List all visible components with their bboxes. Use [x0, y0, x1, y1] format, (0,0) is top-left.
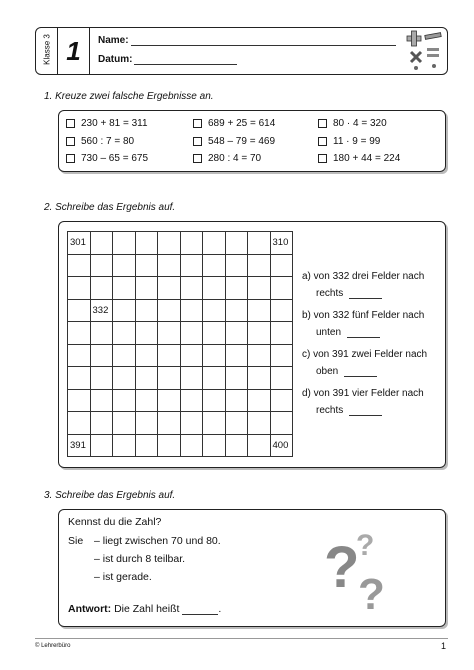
grid-cell[interactable] — [91, 232, 114, 255]
equation-item — [318, 136, 380, 147]
question-direction — [316, 288, 382, 299]
equation-checkbox[interactable] — [318, 154, 327, 163]
grid-cell[interactable] — [158, 277, 181, 300]
grid-cell[interactable] — [203, 412, 226, 435]
klasse-label: Klasse 3 — [42, 34, 52, 65]
grid-cell[interactable] — [226, 255, 249, 278]
grid-cell[interactable] — [68, 277, 91, 300]
task1-title: 1. Kreuze zwei falsche Ergebnisse an. — [44, 91, 214, 102]
answer-blank[interactable] — [182, 604, 218, 615]
grid-cell[interactable] — [91, 322, 114, 345]
grid-cell[interactable] — [113, 435, 136, 458]
grid-cell[interactable] — [226, 435, 249, 458]
equation-checkbox[interactable] — [66, 137, 75, 146]
grid-cell[interactable] — [158, 435, 181, 458]
grid-cell[interactable] — [136, 232, 159, 255]
grid-cell[interactable] — [113, 255, 136, 278]
grid-cell[interactable] — [68, 300, 91, 323]
grid-cell[interactable]: 391 — [68, 435, 91, 458]
grid-cell[interactable] — [226, 322, 249, 345]
grid-cell[interactable] — [226, 367, 249, 390]
grid-cell[interactable] — [226, 345, 249, 368]
question-marks-illustration — [322, 525, 394, 617]
copyright: © Lehrerbüro — [35, 643, 71, 649]
datum-field[interactable] — [134, 64, 237, 65]
svg-text:?: ? — [324, 535, 360, 600]
grid-cell[interactable] — [91, 345, 114, 368]
grid-cell[interactable] — [181, 390, 204, 413]
grid-cell[interactable] — [113, 232, 136, 255]
equation-text: 80 · 4 = 320 — [333, 118, 387, 129]
grid-cell[interactable] — [203, 232, 226, 255]
grid-cell[interactable] — [271, 300, 294, 323]
name-label: Name: — [98, 35, 129, 46]
grid-cell[interactable] — [248, 345, 271, 368]
grid-cell[interactable] — [248, 277, 271, 300]
grid-cell[interactable] — [203, 390, 226, 413]
page-number: 1 — [441, 641, 447, 651]
grid-cell[interactable] — [226, 390, 249, 413]
grid-cell[interactable] — [113, 322, 136, 345]
grid-cell[interactable] — [113, 345, 136, 368]
equation-checkbox[interactable] — [193, 154, 202, 163]
equation-text: 548 – 79 = 469 — [208, 136, 276, 147]
equation-checkbox[interactable] — [193, 119, 202, 128]
grid-cell[interactable] — [136, 277, 159, 300]
grid-cell[interactable] — [203, 255, 226, 278]
question-line: a) von 332 drei Felder nach — [302, 271, 425, 282]
direction-label: rechts — [316, 405, 344, 416]
grid-cell[interactable] — [113, 367, 136, 390]
equation-item — [193, 118, 275, 129]
answer-label: Antwort: — [68, 603, 112, 615]
direction-label: unten — [316, 327, 342, 338]
question-line: b) von 332 fünf Felder nach — [302, 310, 425, 321]
question-line: c) von 391 zwei Felder nach — [302, 349, 428, 360]
task3-title: 3. Schreibe das Ergebnis auf. — [44, 490, 176, 501]
grid-cell[interactable] — [68, 322, 91, 345]
grid-cell[interactable] — [248, 412, 271, 435]
equation-item — [66, 118, 148, 129]
grid-cell[interactable] — [91, 367, 114, 390]
grid-cell[interactable] — [113, 300, 136, 323]
grid-cell[interactable] — [248, 232, 271, 255]
grid-cell[interactable] — [226, 300, 249, 323]
grid-cell[interactable] — [248, 255, 271, 278]
grid-cell[interactable] — [136, 345, 159, 368]
grid-cell[interactable]: 310 — [271, 232, 294, 255]
grid-cell[interactable] — [91, 277, 114, 300]
direction-label: rechts — [316, 288, 344, 299]
grid-cell[interactable]: 301 — [68, 232, 91, 255]
riddle-clue: – liegt zwischen 70 und 80. — [94, 535, 221, 547]
direction-label: oben — [316, 366, 339, 377]
grid-cell[interactable] — [181, 412, 204, 435]
question-direction — [316, 405, 382, 416]
number-grid — [67, 231, 293, 457]
grid-cell[interactable] — [271, 277, 294, 300]
answer-text: Die Zahl heißt — [114, 603, 180, 615]
answer-blank[interactable] — [347, 327, 380, 338]
answer-end: . — [218, 603, 222, 615]
answer-blank[interactable] — [349, 288, 382, 299]
svg-text:?: ? — [356, 529, 375, 562]
equation-text: 560 : 7 = 80 — [81, 136, 135, 147]
grid-cell[interactable] — [113, 412, 136, 435]
equation-checkbox[interactable] — [193, 137, 202, 146]
equation-checkbox[interactable] — [66, 119, 75, 128]
grid-cell[interactable] — [91, 390, 114, 413]
grid-cell[interactable] — [248, 390, 271, 413]
grid-cell[interactable] — [158, 255, 181, 278]
grid-cell[interactable] — [158, 232, 181, 255]
grid-cell[interactable] — [158, 412, 181, 435]
riddle-clue: – ist durch 8 teilbar. — [94, 553, 186, 565]
equation-text: 280 : 4 = 70 — [208, 153, 262, 164]
grid-cell[interactable] — [91, 255, 114, 278]
equation-item — [318, 153, 400, 164]
equation-text: 730 – 65 = 675 — [81, 153, 149, 164]
worksheet-number: 1 — [58, 27, 90, 75]
equation-item — [66, 153, 148, 164]
grid-cell[interactable] — [181, 322, 204, 345]
grid-cell[interactable] — [181, 300, 204, 323]
grid-cell[interactable] — [68, 390, 91, 413]
math-symbols-illustration — [403, 28, 445, 72]
grid-cell[interactable] — [203, 322, 226, 345]
grid-cell[interactable] — [158, 345, 181, 368]
task2-title: 2. Schreibe das Ergebnis auf. — [44, 202, 176, 213]
riddle-sie: Sie — [68, 535, 84, 547]
datum-label: Datum: — [98, 54, 133, 65]
grid-cell[interactable] — [203, 345, 226, 368]
grid-cell[interactable] — [271, 345, 294, 368]
riddle-question: Kennst du die Zahl? — [68, 516, 162, 528]
equation-item — [193, 136, 275, 147]
worksheet-header — [35, 27, 448, 75]
grid-cell[interactable] — [91, 412, 114, 435]
grid-cell[interactable] — [181, 255, 204, 278]
footer-rule — [35, 638, 448, 639]
grid-cell[interactable] — [68, 345, 91, 368]
name-field[interactable] — [131, 45, 396, 46]
equation-checkbox[interactable] — [66, 154, 75, 163]
equation-text: 180 + 44 = 224 — [333, 153, 401, 164]
answer-line — [68, 603, 221, 615]
grid-cell[interactable] — [248, 322, 271, 345]
grid-cell[interactable] — [181, 232, 204, 255]
grid-cell[interactable] — [271, 322, 294, 345]
grid-cell[interactable] — [136, 367, 159, 390]
grid-cell[interactable]: 400 — [271, 435, 294, 458]
equation-text: 11 · 9 = 99 — [333, 136, 381, 147]
svg-text:?: ? — [358, 570, 385, 617]
grid-cell[interactable] — [158, 390, 181, 413]
riddle-clue: – ist gerade. — [94, 571, 152, 583]
grid-cell[interactable]: 332 — [91, 300, 114, 323]
grid-cell[interactable] — [226, 232, 249, 255]
grid-cell[interactable] — [136, 435, 159, 458]
question-direction — [316, 366, 377, 377]
klasse-strip — [35, 27, 58, 75]
grid-cell[interactable] — [68, 367, 91, 390]
grid-cell[interactable] — [158, 322, 181, 345]
grid-cell[interactable] — [68, 412, 91, 435]
grid-cell[interactable] — [158, 367, 181, 390]
grid-cell[interactable] — [113, 277, 136, 300]
answer-blank[interactable] — [344, 366, 377, 377]
grid-cell[interactable] — [91, 435, 114, 458]
grid-cell[interactable] — [203, 277, 226, 300]
equation-item — [318, 118, 387, 129]
grid-cell[interactable] — [271, 412, 294, 435]
question-line: d) von 391 vier Felder nach — [302, 388, 424, 399]
equation-item — [193, 153, 261, 164]
grid-cell[interactable] — [136, 412, 159, 435]
grid-cell[interactable] — [248, 435, 271, 458]
grid-cell[interactable] — [136, 390, 159, 413]
answer-blank[interactable] — [349, 405, 382, 416]
grid-cell[interactable] — [181, 277, 204, 300]
grid-cell[interactable] — [158, 300, 181, 323]
equation-text: 230 + 81 = 311 — [81, 118, 148, 129]
grid-cell[interactable] — [226, 412, 249, 435]
grid-cell[interactable] — [113, 390, 136, 413]
equation-text: 689 + 25 = 614 — [208, 118, 276, 129]
equation-item — [66, 136, 134, 147]
grid-cell[interactable] — [136, 300, 159, 323]
grid-cell[interactable] — [271, 255, 294, 278]
question-direction — [316, 327, 380, 338]
grid-cell[interactable] — [271, 367, 294, 390]
grid-cell[interactable] — [226, 277, 249, 300]
grid-cell[interactable] — [248, 300, 271, 323]
grid-cell[interactable] — [271, 390, 294, 413]
grid-cell[interactable] — [136, 255, 159, 278]
grid-cell[interactable] — [203, 435, 226, 458]
grid-cell[interactable] — [203, 300, 226, 323]
grid-cell[interactable] — [181, 367, 204, 390]
equation-checkbox[interactable] — [318, 119, 327, 128]
grid-cell[interactable] — [203, 367, 226, 390]
grid-cell[interactable] — [68, 255, 91, 278]
grid-cell[interactable] — [136, 322, 159, 345]
grid-cell[interactable] — [181, 345, 204, 368]
equation-checkbox[interactable] — [318, 137, 327, 146]
grid-cell[interactable] — [181, 435, 204, 458]
grid-cell[interactable] — [248, 367, 271, 390]
